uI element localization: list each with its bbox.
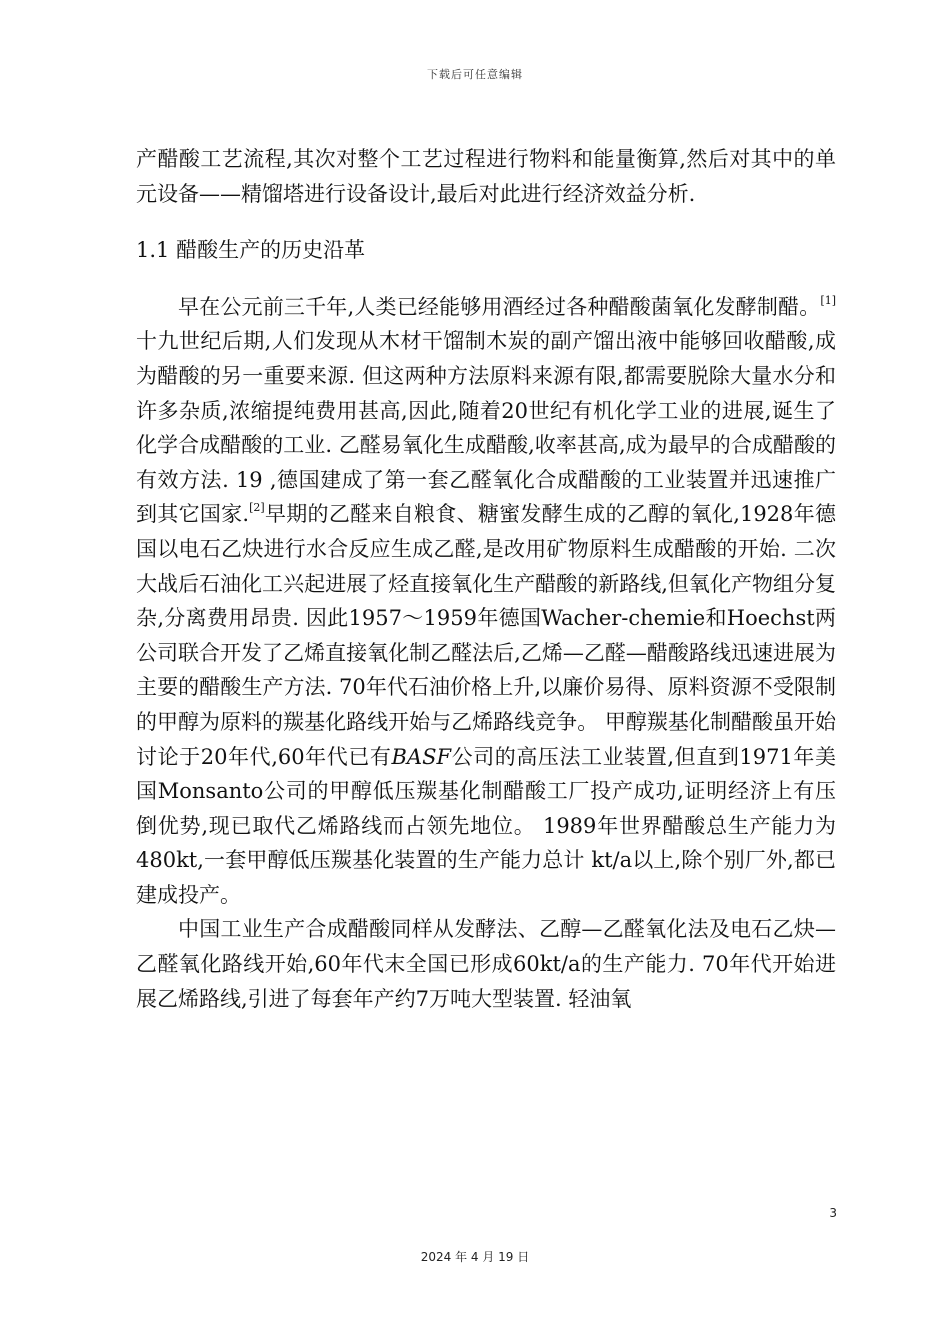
reference-1: [1] [820,293,836,307]
reference-2: [2] [249,501,265,515]
history-text-2: 十九世纪后期,人们发现从木材干馏制木炭的副产馏出液中能够回收醋酸,成为醋酸的另一重要来源. 但这两种方法原料来源有限,都需要脱除大量水分和许多杂质,浓缩提纯费用甚高,因此,随着20世纪有机化学工业的进展,诞生了化学合成醋酸的工业. 乙醛易氧化生成醋酸,收率甚高,成为最早的合成醋酸的有效方法. 19 ,德国建成了第一套乙醛氧化合成醋酸的工业装置并迅速推广到其它国家. [136,329,836,527]
history-text-4: 公司的高压法工业装置,但直到1971年美国Monsanto公司的甲醇低压羰基化制醋酸工厂投产成功,证明经济上有压倒优势,现已取代乙烯路线而占领先地位。 1989年世界醋酸总生产能力为480kt,一套甲醇低压羰基化装置的生产能力总计 kt/a以上,除个别厂外,都已建成投产。 [136,744,836,907]
intro-paragraph: 产醋酸工艺流程,其次对整个工艺过程进行物料和能量衡算,然后对其中的单元设备——精馏塔进行设备设计,最后对此进行经济效益分析. [136,147,836,206]
basf-name: BASF [391,744,452,769]
page-header: 下载后可任意编辑 [427,68,523,81]
history-text-1: 早在公元前三千年,人类已经能够用酒经过各种醋酸菌氧化发酵制醋。 [178,294,821,319]
document-body [136,142,836,1016]
history-paragraph [136,290,836,913]
footer-date: 2024 年 4 月 19 日 [420,1250,530,1264]
page-number: 3 [829,1206,837,1220]
china-paragraph: 中国工业生产合成醋酸同样从发酵法、乙醇—乙醛氧化法及电石乙炔—乙醛氧化路线开始,60年代末全国已形成60kt/a的生产能力. 70年代开始进展乙烯路线,引进了每套年产约7万吨大型装置. 轻油氧 [136,917,836,1011]
section-heading: 1.1 醋酸生产的历史沿革 [136,238,366,263]
history-text-3: 早期的乙醛来自粮食、糖蜜发酵生成的乙醇的氧化,1928年德国以电石乙炔进行水合反应生成乙醛,是改用矿物原料生成醋酸的开始. 二次大战后石油化工兴起进展了烃直接氧化生产醋酸的新路线,但氧化产物组分复杂,分离费用昂贵. 因此1957～1959年德国Wacher-chemie和Hoechst两公司联合开发了乙烯直接氧化制乙醛法后,乙烯—乙醛—醋酸路线迅速进展为主要的醋酸生产方法. 70年代石油价格上升,以廉价易得、原料资源不受限制的甲醇为原料的羰基化路线开始与乙烯路线竞争。 甲醇羰基化制醋酸虽开始讨论于20年代,60年代已有 [136,502,836,769]
